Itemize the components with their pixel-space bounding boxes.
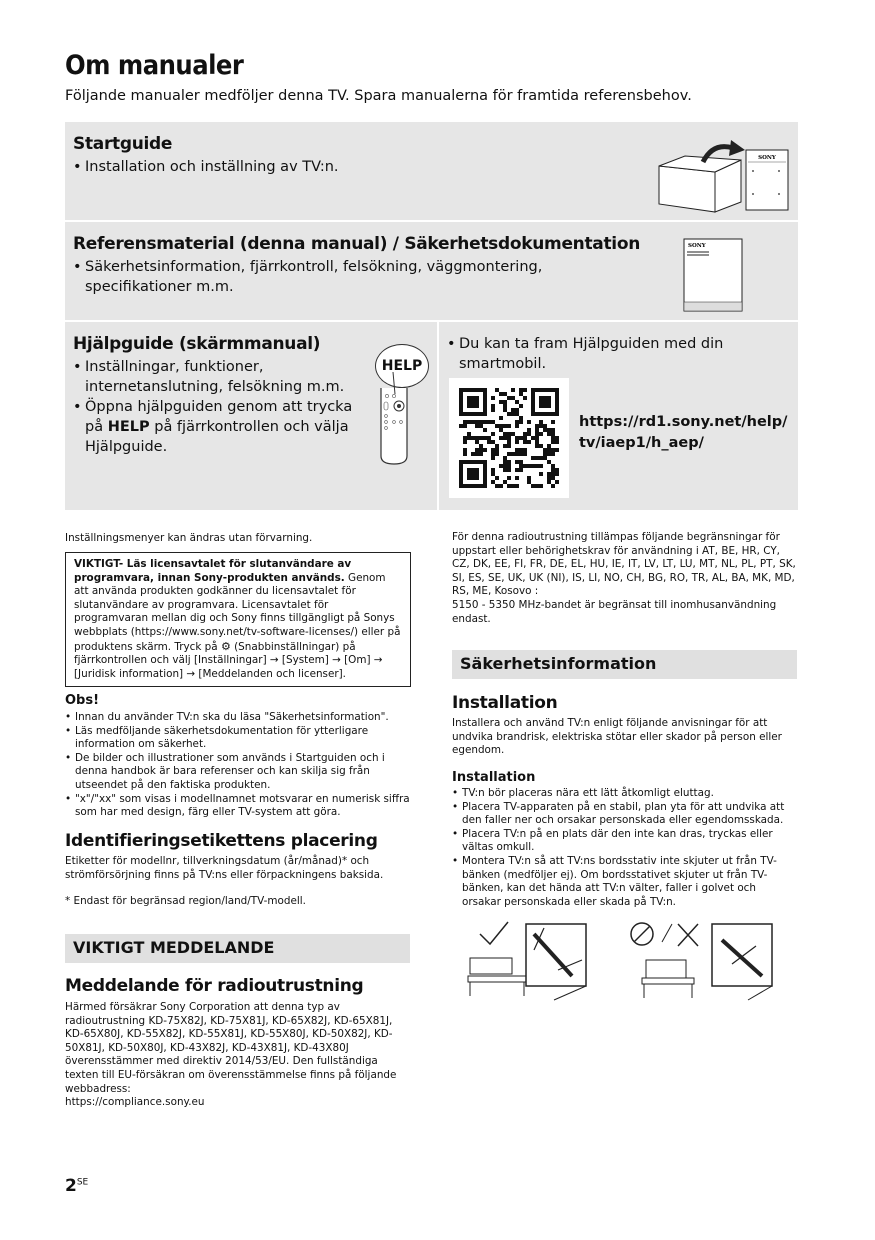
install-heading: Installation bbox=[452, 693, 558, 713]
help-key-label: HELP bbox=[107, 419, 150, 435]
compliance-url[interactable]: https://compliance.sony.eu bbox=[65, 1096, 205, 1109]
label-footnote: * Endast för begränsad region/land/TV-modell. bbox=[65, 895, 306, 907]
startguide-panel bbox=[65, 122, 798, 220]
helpguide-mobile-panel bbox=[439, 322, 798, 510]
helpguide-bullet-2: • Öppna hjälpguiden genom att trycka på HELP på fjärrkontrollen och välja Hjälpguide. bbox=[73, 397, 363, 457]
wrong-placement-illustration bbox=[628, 920, 798, 1002]
reference-heading: Referensmaterial (denna manual) / Säkerhetsdokumentation bbox=[73, 234, 641, 254]
radio-heading: Meddelande för radioutrustning bbox=[65, 976, 364, 996]
install-list bbox=[452, 787, 797, 909]
list-item: • De bilder och illustrationer som används i Startguiden och i denna handbok är bara referenser och kan skilja sig från utseendet på den faktiska produkten. bbox=[65, 752, 413, 793]
startguide-heading: Startguide bbox=[73, 134, 173, 154]
mobile-bullet: • Du kan ta fram Hjälpguiden med din smartmobil. bbox=[447, 334, 747, 374]
helpguide-panel bbox=[65, 322, 437, 510]
list-item: • Montera TV:n så att TV:ns bordsstativ inte skjuter ut från TV-bänken (medföljer ej). Om bordsstativet skjuter ut från TV-bänken, kan det hända att TV:n välter, faller i golvet och orsakar personskada eller skada på TV:n. bbox=[452, 855, 797, 909]
manual-illustration bbox=[683, 238, 745, 314]
startguide-bullet: • Installation och inställning av TV:n. bbox=[73, 157, 339, 177]
help-button-icon: HELP bbox=[375, 344, 429, 388]
qr-code[interactable] bbox=[449, 378, 569, 498]
install-intro: Installera och använd TV:n enligt följande anvisningar för att undvika brandrisk, elektriska stötar eller skador på person eller egendom. bbox=[452, 717, 782, 757]
gear-icon: ⚙ bbox=[220, 639, 231, 653]
help-url[interactable]: https://rd1.sony.net/help/ tv/iaep1/h_aep/ bbox=[579, 414, 788, 451]
label-heading: Identifieringsetikettens placering bbox=[65, 831, 378, 851]
box-illustration bbox=[653, 134, 793, 222]
help-pointer-line bbox=[383, 372, 403, 394]
list-item: • Läs medföljande säkerhetsdokumentation för ytterligare information om säkerhet. bbox=[65, 725, 413, 752]
remote-control-icon bbox=[377, 386, 411, 466]
list-item: • Placera TV:n på en plats där den inte kan dras, tryckas eller vältas omkull. bbox=[452, 828, 797, 855]
helpguide-bullet-1: • Inställningar, funktioner, internetanslutning, felsökning m.m. bbox=[73, 357, 363, 397]
list-item: • Placera TV-apparaten på en stabil, plan yta för att undvika att den faller ner och orsakar personskada eller egendomsskada. bbox=[452, 801, 797, 828]
safety-info-bar: Säkerhetsinformation bbox=[452, 650, 797, 679]
list-item: • "x"/"xx" som visas i modellnamnet motsvarar en numerisk siffra som har med design, färg eller TV-system att göra. bbox=[65, 793, 413, 820]
obs-list bbox=[65, 711, 413, 820]
install-subheading: Installation bbox=[452, 770, 536, 785]
list-item: • TV:n bör placeras nära ett lätt åtkomligt eluttag. bbox=[452, 787, 797, 801]
helpguide-heading: Hjälpguide (skärmmanual) bbox=[73, 334, 321, 354]
reference-panel bbox=[65, 222, 798, 320]
page-number: $2^{SE}$ bbox=[65, 1176, 89, 1196]
label-text: Etiketter för modellnr, tillverkningsdatum (år/månad)* och strömförsörjning finns på TV:ns eller förpackningens baksida. bbox=[65, 855, 384, 881]
correct-placement-illustration bbox=[462, 920, 622, 1002]
page-subtitle: Följande manualer medföljer denna TV. Spara manualerna för framtida referensbehov. bbox=[65, 88, 692, 104]
reference-brand: SONY bbox=[688, 243, 706, 249]
page-title: Om manualer bbox=[65, 50, 244, 81]
important-notice-bar: VIKTIGT MEDDELANDE bbox=[65, 934, 410, 963]
radio-text: Härmed försäkrar Sony Corporation att denna typ av radioutrustning KD-75X82J, KD-75X81J, KD-65X82J, KD-65X81J, KD-65X80J, KD-55X82J, KD-55X81J, KD-55X80J, KD-50X82J, KD-50X81J, KD-50X80J, KD-43X82J, KD-43X81J, KD-43X80J överensstämmer med direktiv 2014/53/EU. Den fullständiga texten till EU-försäkran om överensstämmelse finns på följande webbadress: https://compliance.sony.eu bbox=[65, 1001, 397, 1109]
obs-heading: Obs! bbox=[65, 693, 100, 708]
list-item: • Innan du använder TV:n ska du läsa "Säkerhetsinformation". bbox=[65, 711, 413, 725]
restriction-text: För denna radioutrustning tillämpas följande begränsningar för uppstart eller behörighetskrav för användning i AT, BE, HR, CY, CZ, DK, EE, FI, FR, DE, EL, HU, IE, IT, LV, LT, LU, MT, NL, PL, PT, SK, SI, ES, SE, UK, UK (NI), IS, LI, NO, CH, BG, RO, TR, AL, BA, MK, MD, RS, ME, Kosovo : 5150 - 5350 MHz-bandet är begränsat till inomhusanvändning endast. bbox=[452, 531, 796, 625]
settings-note: Inställningsmenyer kan ändras utan förvarning. bbox=[65, 532, 313, 544]
startguide-brand: SONY bbox=[758, 155, 776, 161]
reference-bullet: • Säkerhetsinformation, fjärrkontroll, felsökning, väggmontering, specifikationer m.m. bbox=[73, 257, 553, 297]
important-license-box: VIKTIGT- Läs licensavtalet för slutanvändare av programvara, innan Sony-produkten används. Genom att använda produkten godkänner du licensavtalet för slutanvändare av programvara. Licensavtalet för programvaran mellan dig och Sony finns tillgängligt på Sonys webbplats (https://www.sony.net/tv-software-licenses/) eller på produktens skärm. Tryck på ⚙ (Snabbinställningar) på fjärrkontrollen och välj [Inställningar] → [System] → [Om] → [Juridisk information] → [Meddelanden och licenser]. bbox=[65, 552, 411, 687]
